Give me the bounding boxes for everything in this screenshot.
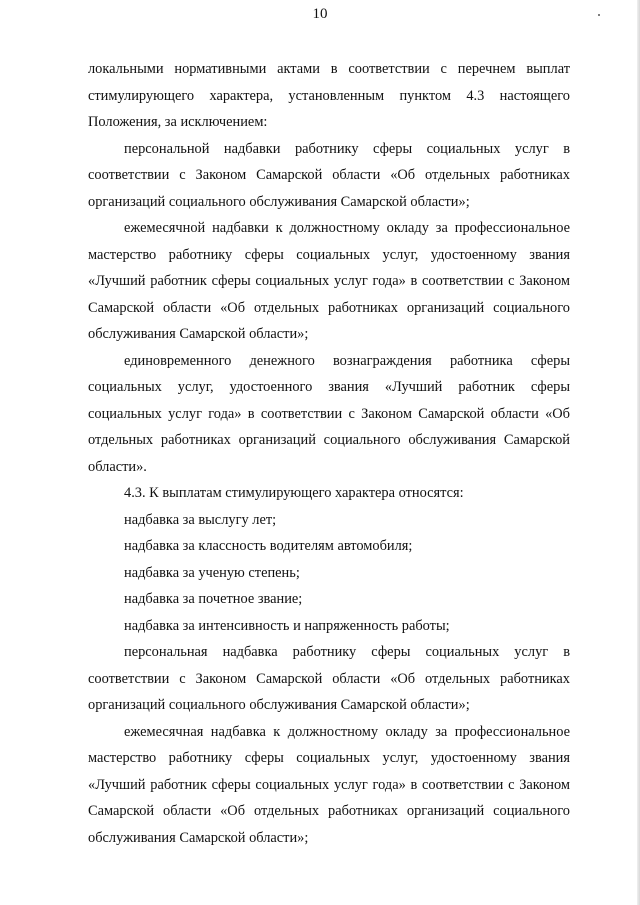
paragraph-monthly-bonus-exception: ежемесячной надбавки к должностному окладу за профессиональное мастерство работнику сферы социальных услуг, удостоенному звания «Лучший работник сферы социальных услуг года» в соответствии с Законом Самарской области «Об отдельных работниках организаций социального обслуживания Самарской области»;: [88, 220, 570, 342]
list-item-personal-bonus: персональная надбавка работнику сферы социальных услуг в соответствии с Законом Самарской области «Об отдельных работниках организаций социального обслуживания Самарской области»;: [88, 644, 570, 713]
list-item-seniority-bonus: надбавка за выслугу лет;: [124, 511, 277, 528]
list-item-intensity-bonus: надбавка за интенсивность и напряженность работы;: [124, 617, 450, 634]
list-item-honorary-title-bonus: надбавка за почетное звание;: [124, 591, 303, 607]
list-item-monthly-mastery-bonus: ежемесячная надбавка к должностному окладу за профессиональное мастерство работнику сферы социальных услуг, удостоенному звания «Лучший работник сферы социальных услуг года» в соответствии с Законом Самарской области «Об отдельных работниках организаций социального обслуживания Самарской области»;: [88, 723, 570, 846]
paragraph-one-time-reward-exception: единовременного денежного вознаграждения работника сферы социальных услуг, удостоенного звания «Лучший работник сферы социальных услуг года» в соответствии с Законом Самарской области «Об отдельных работниках организаций социального обслуживания Самарской области».: [88, 352, 570, 475]
paragraph-personal-bonus-exception: персональной надбавки работнику сферы социальных услуг в соответствии с Законом Самарской области «Об отдельных работниках организаций социального обслуживания Самарской области»;: [88, 140, 570, 210]
scan-speck: [598, 14, 600, 16]
list-item-academic-degree-bonus: надбавка за ученую степень;: [124, 564, 300, 581]
paragraph-continuation: локальными нормативными актами в соответствии с перечнем выплат стимулирующего характера, установленным пунктом 4.3 настоящего Положения, за исключением:: [88, 61, 570, 130]
list-item-driver-class-bonus: надбавка за классность водителям автомобиля;: [124, 538, 413, 554]
document-body: [88, 56, 570, 851]
section-4-3-heading: 4.3. К выплатам стимулирующего характера относятся:: [124, 485, 464, 501]
page-number: 10: [312, 6, 328, 22]
